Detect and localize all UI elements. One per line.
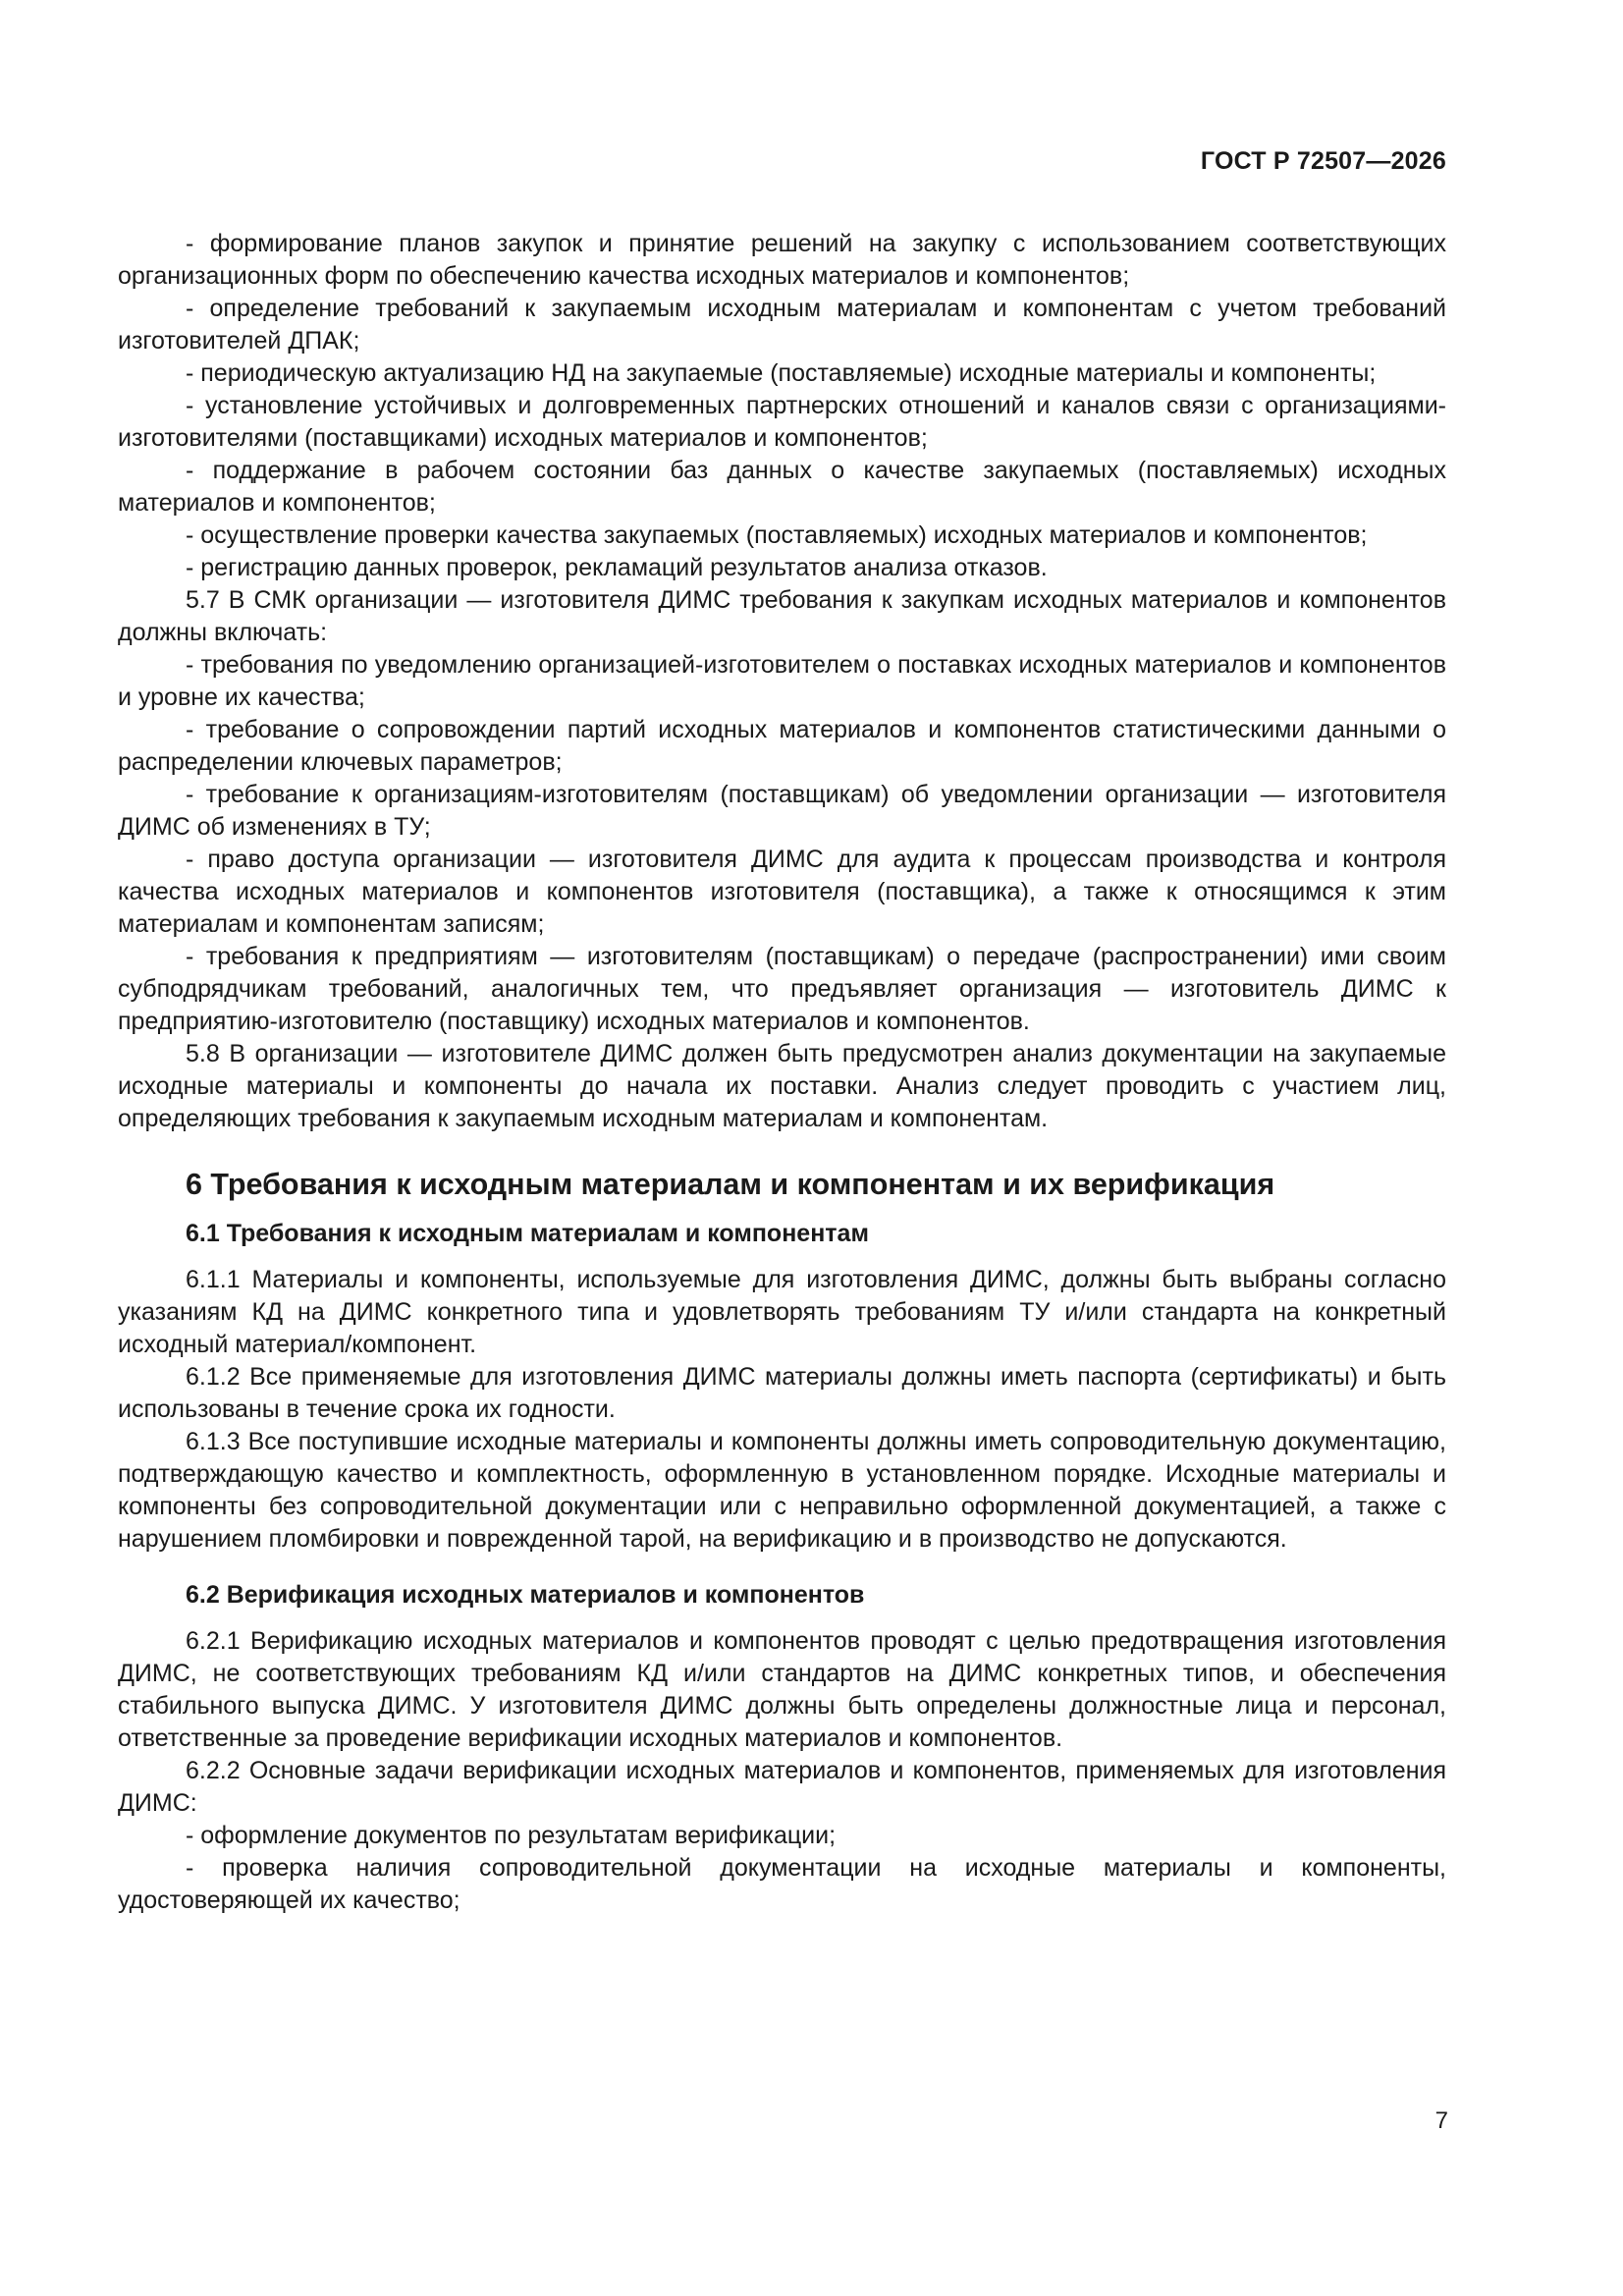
- list-item: - оформление документов по результатам верификации;: [186, 1822, 837, 1849]
- list-item: - регистрацию данных проверок, рекламаций результатов анализа отказов.: [186, 554, 1048, 581]
- list-item: - требование к организациям-изготовителям (поставщикам) об уведомлении организации — изготовителя ДИМС об изменениях в ТУ;: [118, 781, 1446, 841]
- list-item: - поддержание в рабочем состоянии баз данных о качестве закупаемых (поставляемых) исходных материалов и компонентов;: [118, 457, 1446, 517]
- list-item: - периодическую актуализацию НД на закупаемые (поставляемые) исходные материалы и компоненты;: [186, 359, 1377, 387]
- list-item: - установление устойчивых и долговременных партнерских отношений и каналов связи с организациями-изготовителями (поставщиками) исходных материалов и компонентов;: [118, 392, 1446, 452]
- list-item: - проверка наличия сопроводительной документации на исходные материалы и компоненты, удостоверяющей их качество;: [118, 1854, 1446, 1914]
- list-item: - требования по уведомлению организацией-изготовителем о поставках исходных материалов и компонентов и уровне их качества;: [118, 651, 1446, 711]
- page-content: [118, 228, 1446, 1917]
- clause-6-2-2: 6.2.2 Основные задачи верификации исходных материалов и компонентов, применяемых для изготовления ДИМС:: [118, 1757, 1446, 1817]
- clause-6-1-2: 6.1.2 Все применяемые для изготовления ДИМС материалы должны иметь паспорта (сертификаты) и быть использованы в течение срока их годности.: [118, 1363, 1446, 1423]
- list-item: - определение требований к закупаемым исходным материалам и компонентам с учетом требований изготовителей ДПАК;: [118, 295, 1446, 355]
- section-6-heading: 6 Требования к исходным материалам и компонентам и их верификация: [186, 1168, 1275, 1201]
- list-item: - право доступа организации — изготовителя ДИМС для аудита к процессам производства и контроля качества исходных материалов и компонентов изготовителя (поставщика), а также к относящимся к этим материалам и компонентам записям;: [118, 846, 1446, 938]
- clause-5-7: 5.7 В СМК организации — изготовителя ДИМС требования к закупкам исходных материалов и компонентов должны включать:: [118, 586, 1446, 646]
- clause-5-8: 5.8 В организации — изготовителе ДИМС должен быть предусмотрен анализ документации на закупаемые исходные материалы и компоненты до начала их поставки. Анализ следует проводить с участием лиц, определяющих требования к закупаемым исходным материалам и компонентам.: [118, 1040, 1446, 1132]
- page-number: 7: [1434, 2107, 1448, 2134]
- list-item: - требования к предприятиям — изготовителям (поставщикам) о передаче (распространении) ими своим субподрядчикам требований, аналогичных тем, что предъявляет организация — изготовитель ДИМС к предприятию-изготовителю (поставщику) исходных материалов и компонентов.: [118, 943, 1446, 1035]
- clause-6-2-1: 6.2.1 Верификацию исходных материалов и компонентов проводят с целью предотвращения изготовления ДИМС, не соответствующих требованиям КД и/или стандартов на ДИМС конкретных типов, и обеспечения стабильного выпуска ДИМС. У изготовителя ДИМС должны быть определены должностные лица и персонал, ответственные за проведение верификации исходных материалов и компонентов.: [118, 1627, 1446, 1752]
- clause-6-1-3: 6.1.3 Все поступившие исходные материалы и компоненты должны иметь сопроводительную документацию, подтверждающую качество и комплектность, оформленную в установленном порядке. Исходные материалы и компоненты без сопроводительной документации или с неправильно оформленной документацией, а также с нарушением пломбировки и поврежденной тарой, на верификацию и в производство не допускаются.: [118, 1428, 1446, 1553]
- list-item: - осуществление проверки качества закупаемых (поставляемых) исходных материалов и компонентов;: [186, 521, 1368, 549]
- list-item: - формирование планов закупок и принятие решений на закупку с использованием соответствующих организационных форм по обеспечению качества исходных материалов и компонентов;: [118, 230, 1446, 290]
- document-code-header: ГОСТ Р 72507—2026: [1200, 147, 1446, 175]
- list-item: - требование о сопровождении партий исходных материалов и компонентов статистическими данными о распределении ключевых параметров;: [118, 716, 1446, 776]
- subsection-6-1-heading: 6.1 Требования к исходным материалам и компонентам: [186, 1220, 869, 1247]
- subsection-6-2-heading: 6.2 Верификация исходных материалов и компонентов: [186, 1581, 865, 1609]
- clause-6-1-1: 6.1.1 Материалы и компоненты, используемые для изготовления ДИМС, должны быть выбраны согласно указаниям КД на ДИМС конкретного типа и удовлетворять требованиям ТУ и/или стандарта на конкретный исходный материал/компонент.: [118, 1266, 1446, 1358]
